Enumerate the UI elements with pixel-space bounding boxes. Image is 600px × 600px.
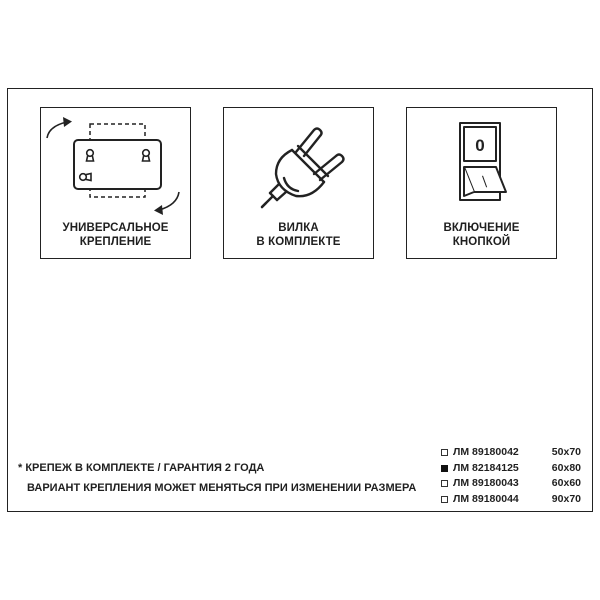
- model-size: 90x70: [551, 492, 581, 505]
- model-checkbox-empty: [441, 496, 448, 503]
- model-code: ЛМ 82184125: [453, 461, 519, 474]
- model-row: [441, 477, 581, 493]
- feature-label: [407, 221, 556, 249]
- model-checkbox-empty: [441, 449, 448, 456]
- feature-label-line1: УНИВЕРСАЛЬНОЕ: [62, 222, 169, 234]
- model-size: 60x80: [551, 461, 581, 474]
- model-row: [441, 446, 581, 462]
- model-size: 50x70: [551, 446, 581, 458]
- feature-label: [41, 221, 190, 249]
- feature-label-line2: В КОМПЛЕКТЕ: [256, 236, 341, 248]
- mount-variation-note: ВАРИАНТ КРЕПЛЕНИЯ МОЖЕТ МЕНЯТЬСЯ ПРИ ИЗМЕНЕНИИ РАЗМЕРА: [27, 482, 417, 494]
- switch-on-symbol: |: [480, 172, 489, 189]
- feature-label-line1: ВИЛКА: [278, 222, 319, 234]
- feature-card-plug: [223, 107, 374, 259]
- model-code: ЛМ 89180042: [453, 446, 519, 458]
- feature-label-line2: КРЕПЛЕНИЕ: [79, 236, 152, 248]
- kit-warranty-note: * КРЕПЕЖ В КОМПЛЕКТЕ / ГАРАНТИЯ 2 ГОДА: [18, 462, 265, 474]
- model-checkbox-empty: [441, 480, 448, 487]
- switch-off-symbol: 0: [475, 136, 485, 155]
- feature-label-line2: КНОПКОЙ: [452, 236, 511, 248]
- feature-card-universal-mount: [40, 107, 191, 259]
- feature-card-switch: [406, 107, 557, 259]
- model-size: 60x60: [551, 477, 581, 489]
- model-list: [441, 446, 581, 508]
- model-code: ЛМ 89180043: [453, 477, 519, 489]
- model-checkbox-selected: [441, 465, 448, 472]
- feature-label-line1: ВКЛЮЧЕНИЕ: [443, 222, 520, 234]
- model-row: [441, 493, 581, 509]
- model-row: [441, 462, 581, 478]
- model-code: ЛМ 89180044: [453, 492, 519, 505]
- feature-label: [224, 221, 373, 249]
